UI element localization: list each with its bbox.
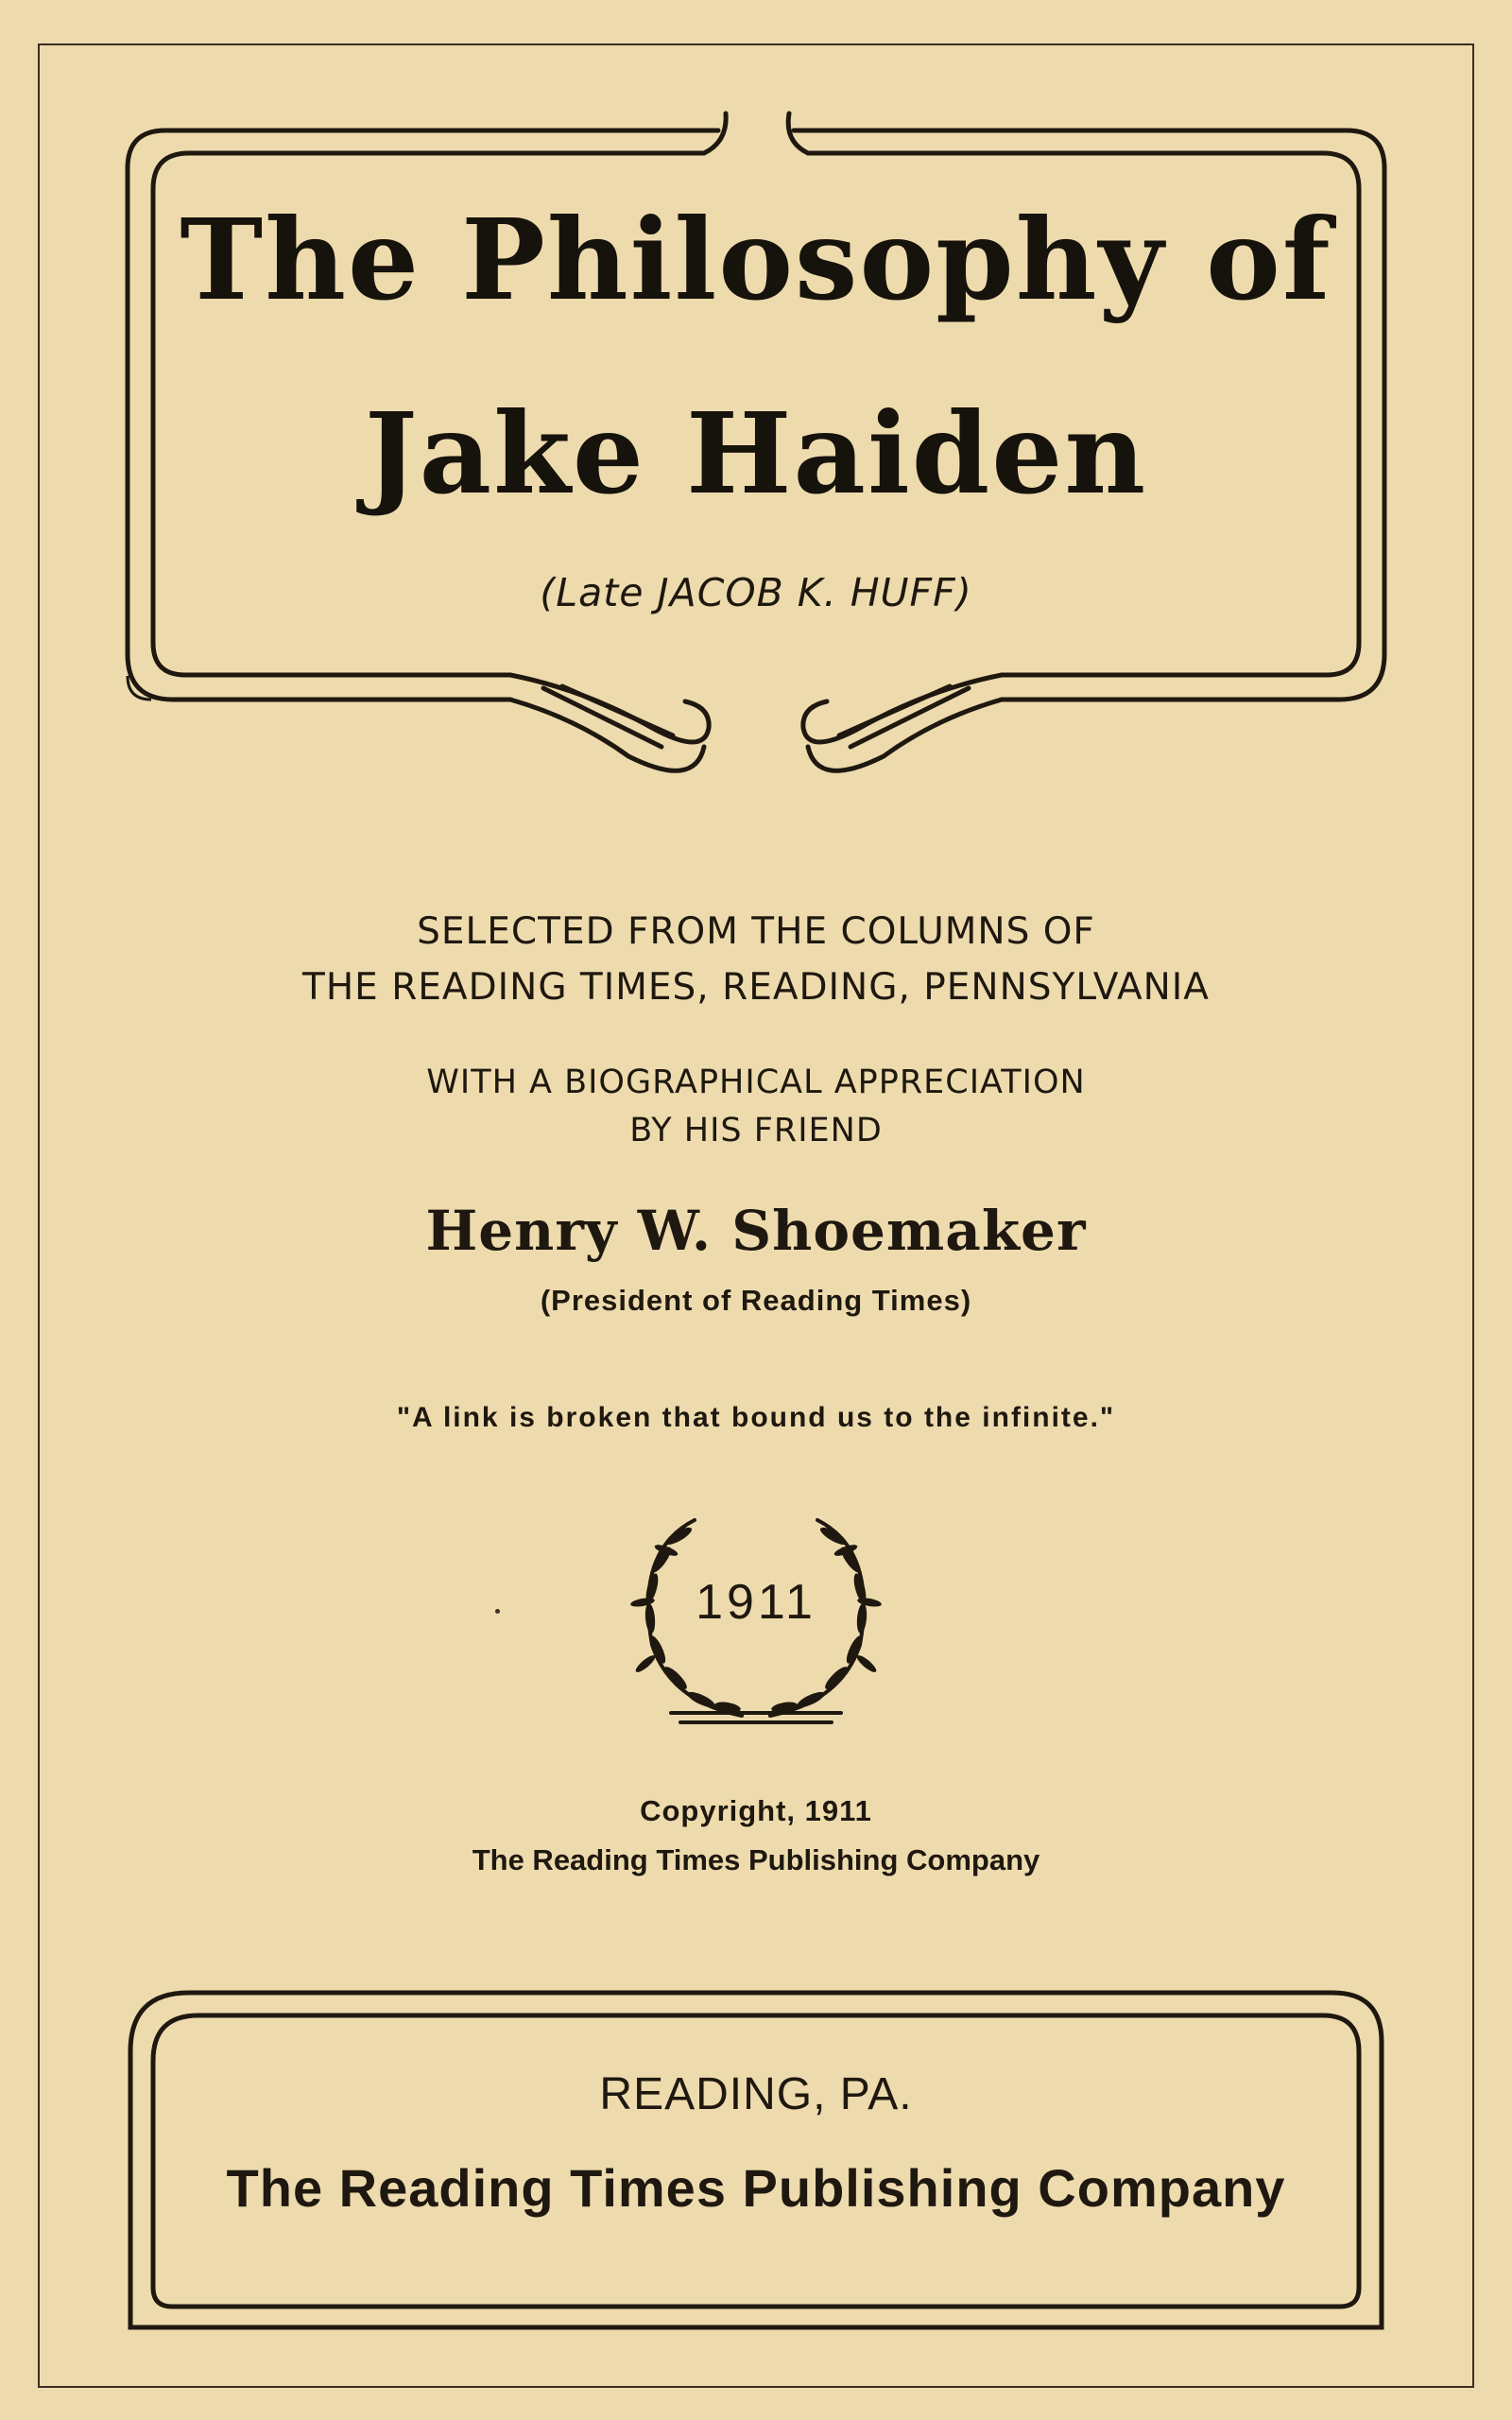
subject-alias: (Late JACOB K. HUFF) — [540, 570, 972, 615]
publication-year: 1911 — [696, 1575, 816, 1630]
source-line-1: SELECTED FROM THE COLUMNS OF — [417, 910, 1095, 953]
imprint-place: READING, PA. — [599, 2069, 913, 2119]
author-role: (President of Reading Times) — [540, 1284, 972, 1317]
appreciation-line-2: BY HIS FRIEND — [629, 1112, 883, 1150]
appreciation-line-1: WITH A BIOGRAPHICAL APPRECIATION — [426, 1063, 1086, 1101]
source-line-2: THE READING TIMES, READING, PENNSYLVANIA — [302, 966, 1210, 1009]
copyright-holder: The Reading Times Publishing Company — [472, 1843, 1040, 1876]
title-line-1: The Philosophy of — [180, 194, 1332, 325]
copyright-line: Copyright, 1911 — [640, 1794, 872, 1827]
title-line-2: Jake Haiden — [364, 388, 1148, 519]
imprint-publisher: The Reading Times Publishing Company — [226, 2158, 1286, 2218]
epigraph: "A link is broken that bound us to the infinite." — [396, 1402, 1116, 1433]
author-name: Henry W. Shoemaker — [425, 1199, 1087, 1263]
